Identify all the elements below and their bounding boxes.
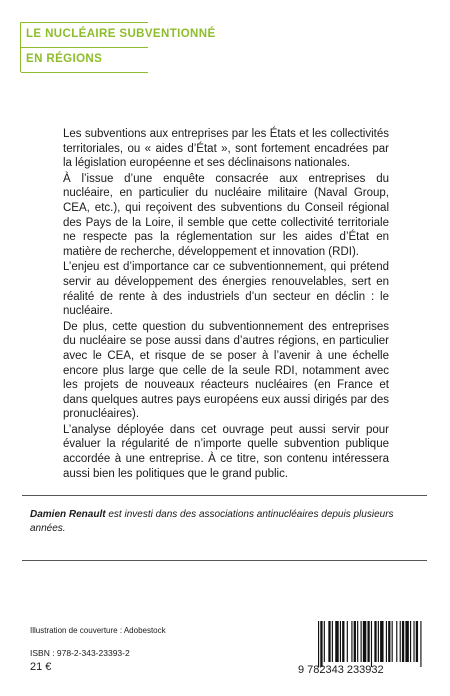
- series-bottom-rule: [21, 72, 148, 73]
- series-top-rule: [21, 22, 148, 23]
- series-box: [20, 22, 216, 72]
- author-bio: [30, 508, 422, 535]
- series-middle-rule: [21, 47, 148, 48]
- paragraph-2: À l’issue d’une enquête consacrée aux entreprises du nucléaire, en particulier du nucléaire militaire (Naval Group, CEA, etc.), qui reçoivent des subventions du Conseil régional des Pays de la Loire, il semble que cette collectivité territoriale ne respecte pas la réglementation sur les aides d’État en matière de recherche, développement et innovation (RDI).: [63, 172, 389, 258]
- series-title-line1: LE NUCLÉAIRE SUBVENTIONNÉ: [26, 28, 216, 40]
- divider-bottom: [22, 560, 427, 561]
- cover-credit: Illustration de couverture : Adobestock: [30, 626, 166, 635]
- paragraph-5: L’analyse déployée dans cet ouvrage peut aussi servir pour évaluer la régularité de n’importe quelle subvention publique accordée à une entreprise. À ce titre, son contenu intéressera aussi bien les politiques que le grand public.: [63, 423, 389, 480]
- author-bio-text: est investi dans des associations antinucléaires depuis plusieurs années.: [30, 509, 394, 534]
- paragraph-4: De plus, cette question du subventionnement des entreprises du nucléaire se pose aussi dans d’autres régions, en particulier avec le CEA, et risque de se poser à l’avenir à une échelle encore plus large que celle de la seule RDI, notamment avec les projets de nouveaux réacteurs nucléaires (en France et dans quelques autres pays européens eux aussi dirigés par des pronucléaires).: [63, 320, 389, 421]
- back-cover-text: [63, 127, 389, 481]
- barcode-digits: 9 782343 233932: [298, 664, 384, 676]
- divider-top: [22, 495, 427, 496]
- author-name: Damien Renault: [30, 509, 106, 520]
- paragraph-1: Les subventions aux entreprises par les États et les collectivités territoriales, ou « aides d’État », sont fortement encadrées par la législation européenne et ses déclinaisons nationales.: [63, 128, 389, 170]
- price: 21 €: [30, 661, 52, 673]
- series-title-line2: EN RÉGIONS: [26, 53, 103, 65]
- paragraph-3: L’enjeu est d’importance car ce subventionnement, qui prétend servir au développement des énergies renouvelables, sert en réalité de rente à des industriels d’un secteur en déclin : le nucléaire.: [63, 261, 389, 318]
- isbn: ISBN : 978-2-343-23393-2: [30, 648, 130, 658]
